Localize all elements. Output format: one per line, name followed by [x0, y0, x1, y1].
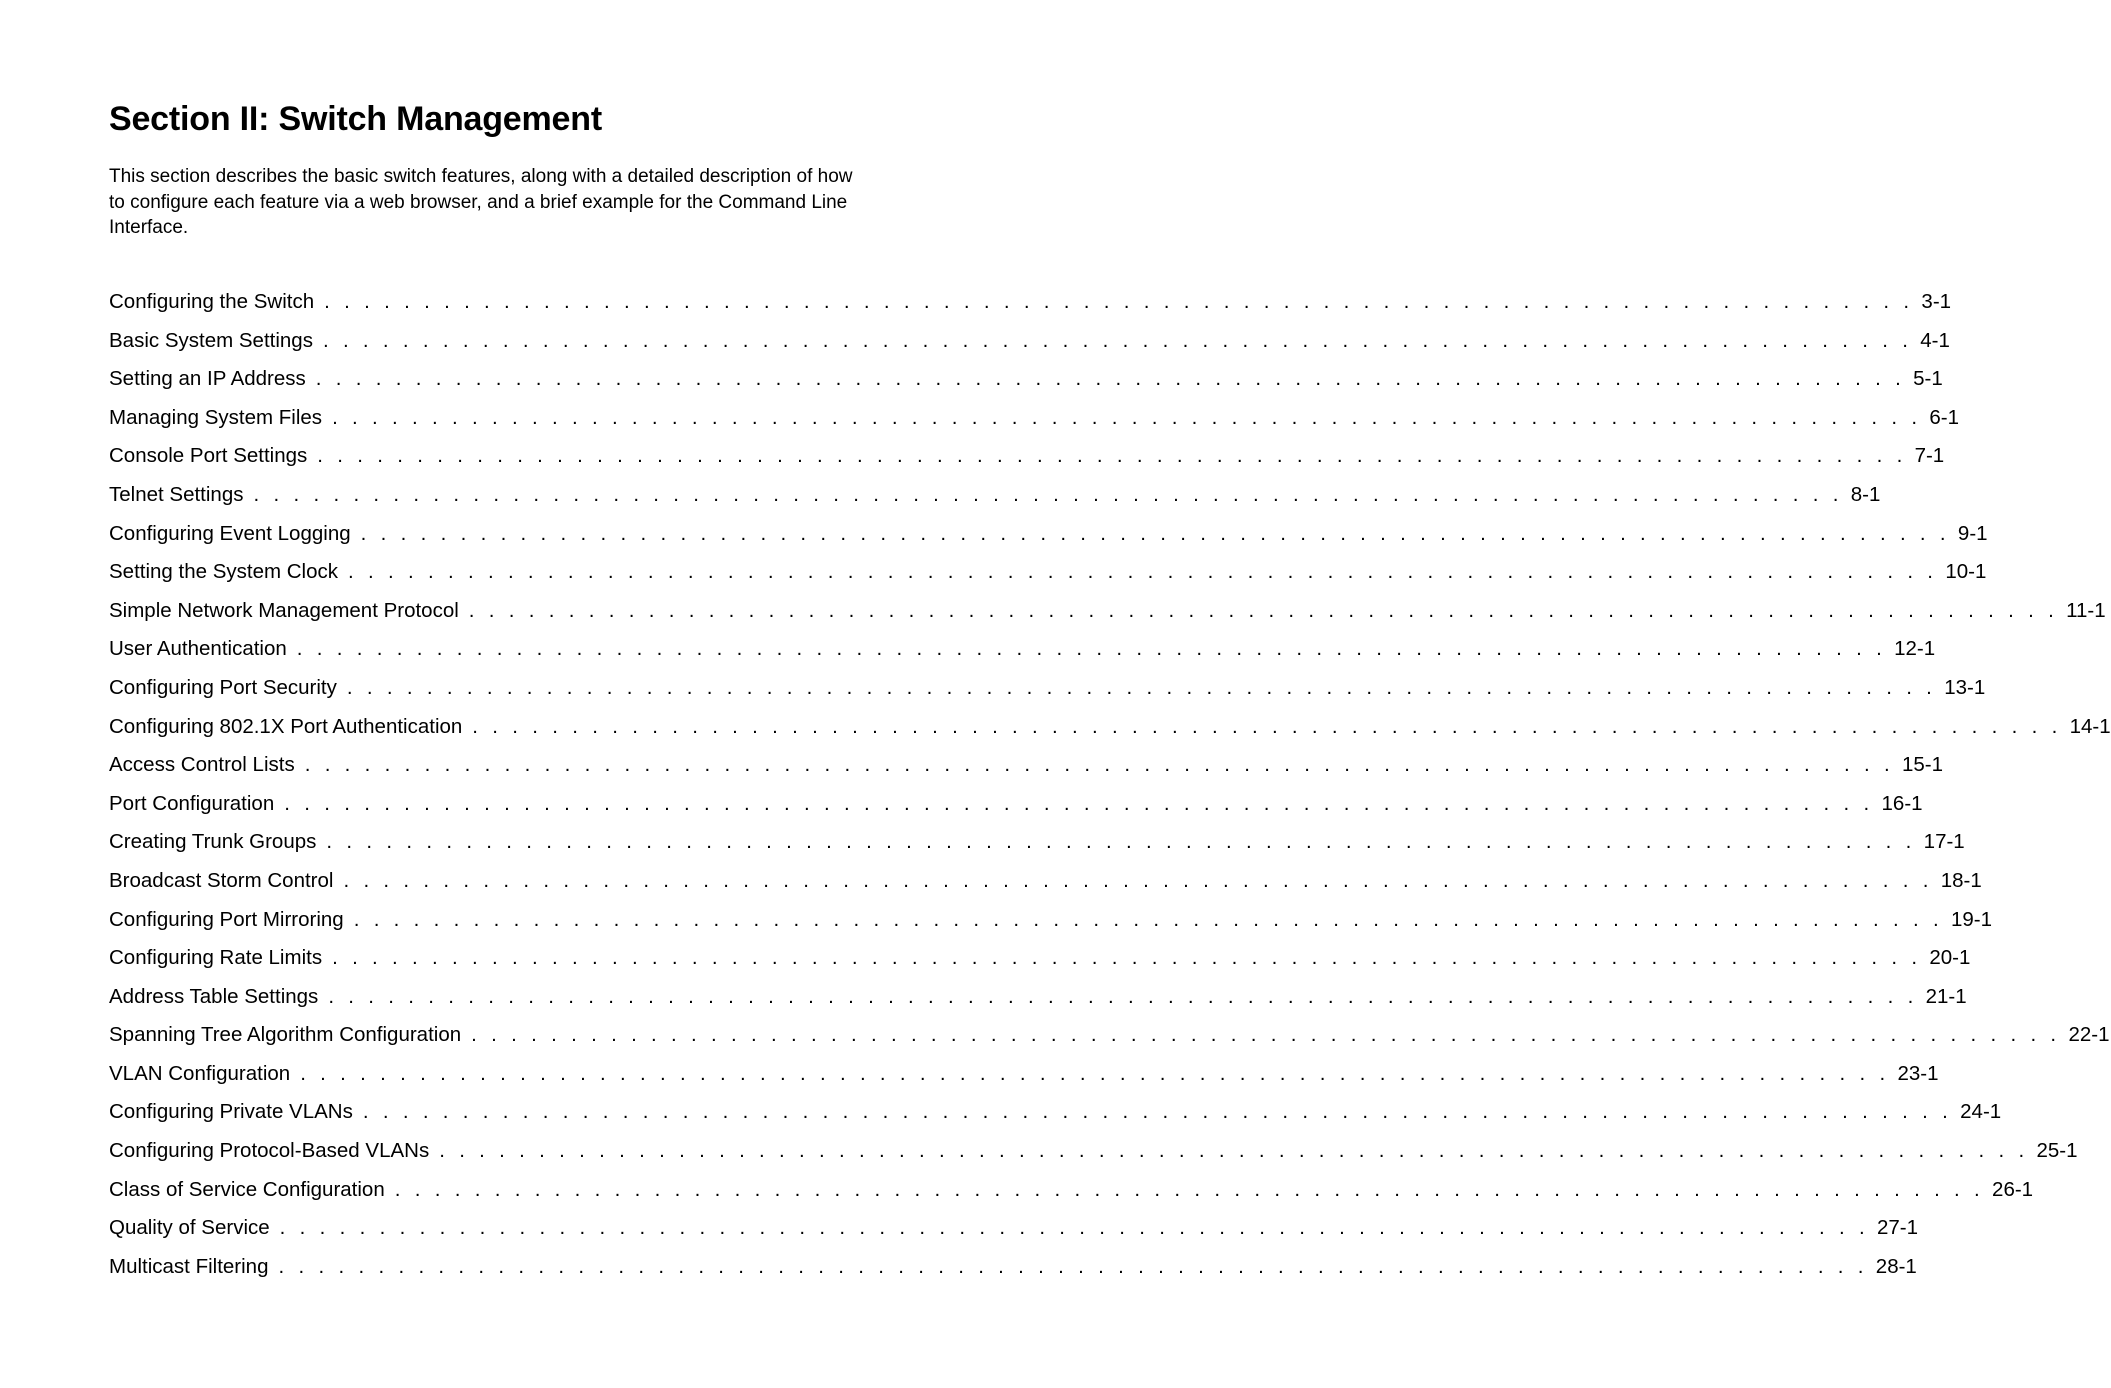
toc-entry-label: Spanning Tree Algorithm Configuration: [109, 1023, 462, 1047]
toc-entry-page-number: 6-1: [1929, 405, 1959, 429]
toc-dot-leader: . . . . . . . . . . . . . . . . . . . . . . . . . . . . . . . . . . . . . . . . . . . . . . . . . . . . . . . . . . . . . . . . . . . . . . . . . . . . . . . .: [317, 444, 1907, 468]
toc-dot-leader: . . . . . . . . . . . . . . . . . . . . . . . . . . . . . . . . . . . . . . . . . . . . . . . . . . . . . . . . . . . . . . . . . . . . . . . . . . . . . . . .: [296, 637, 1887, 661]
toc-entry-label: Configuring Protocol-Based VLANs: [109, 1139, 430, 1163]
toc-entry[interactable]: [109, 749, 1944, 788]
toc-entry-page-number: 11-1: [2066, 598, 2106, 622]
toc-dot-leader: . . . . . . . . . . . . . . . . . . . . . . . . . . . . . . . . . . . . . . . . . . . . . . . . . . . . . . . . . . . . . . . . . . . . . . . . . . . . . . . .: [439, 1139, 2029, 1163]
toc-entry-page-number: 22-1: [2068, 1023, 2110, 1047]
toc-entry[interactable]: [109, 672, 1986, 711]
toc-entry[interactable]: [109, 865, 1982, 904]
toc-dot-leader: . . . . . . . . . . . . . . . . . . . . . . . . . . . . . . . . . . . . . . . . . . . . . . . . . . . . . . . . . . . . . . . . . . . . . . . . . . . . . . . .: [332, 946, 1922, 970]
toc-entry-page-number: 8-1: [1850, 482, 1881, 506]
toc-dot-leader: . . . . . . . . . . . . . . . . . . . . . . . . . . . . . . . . . . . . . . . . . . . . . . . . . . . . . . . . . . . . . . . . . . . . . . . . . . . . . . . .: [472, 714, 2062, 738]
toc-entry-page-number: 14-1: [2069, 714, 2111, 738]
toc-entry[interactable]: [109, 325, 1950, 364]
toc-entry-label: Class of Service Configuration: [109, 1177, 385, 1201]
toc-entry-page-number: 26-1: [1992, 1177, 2034, 1201]
toc-entry-page-number: 16-1: [1881, 791, 1923, 815]
toc-dot-leader: . . . . . . . . . . . . . . . . . . . . . . . . . . . . . . . . . . . . . . . . . . . . . . . . . . . . . . . . . . . . . . . . . . . . . . . . . . . . . . . .: [278, 1254, 1868, 1278]
toc-dot-leader: . . . . . . . . . . . . . . . . . . . . . . . . . . . . . . . . . . . . . . . . . . . . . . . . . . . . . . . . . . . . . . . . . . . . . . . . . . . . . . . .: [322, 328, 1913, 352]
toc-entry-label: User Authentication: [109, 637, 287, 661]
toc-entry-label: Port Configuration: [109, 791, 275, 815]
toc-entry-label: VLAN Configuration: [109, 1061, 291, 1085]
toc-dot-leader: . . . . . . . . . . . . . . . . . . . . . . . . . . . . . . . . . . . . . . . . . . . . . . . . . . . . . . . . . . . . . . . . . . . . . . . . . . . . . . . .: [471, 1023, 2061, 1047]
toc-entry-page-number: 21-1: [1925, 984, 1967, 1008]
toc-dot-leader: . . . . . . . . . . . . . . . . . . . . . . . . . . . . . . . . . . . . . . . . . . . . . . . . . . . . . . . . . . . . . . . . . . . . . . . . . . . . . . . .: [324, 290, 1914, 313]
toc-dot-leader: . . . . . . . . . . . . . . . . . . . . . . . . . . . . . . . . . . . . . . . . . . . . . . . . . . . . . . . . . . . . . . . . . . . . . . . . . . . . . . . .: [315, 367, 1906, 391]
toc-dot-leader: . . . . . . . . . . . . . . . . . . . . . . . . . . . . . . . . . . . . . . . . . . . . . . . . . . . . . . . . . . . . . . . . . . . . . . . . . . . . . . . .: [394, 1177, 1985, 1201]
toc-entry-label: Simple Network Management Protocol: [109, 598, 459, 622]
toc-entry-label: Address Table Settings: [109, 984, 319, 1008]
toc-entry-label: Configuring Port Mirroring: [109, 907, 344, 931]
toc-entry[interactable]: [109, 556, 1987, 595]
toc-entry-page-number: 23-1: [1897, 1061, 1939, 1085]
toc-dot-leader: . . . . . . . . . . . . . . . . . . . . . . . . . . . . . . . . . . . . . . . . . . . . . . . . . . . . . . . . . . . . . . . . . . . . . . . . . . . . . . . .: [348, 560, 1938, 584]
toc-entry-page-number: 18-1: [1940, 868, 1982, 892]
toc-dot-leader: . . . . . . . . . . . . . . . . . . . . . . . . . . . . . . . . . . . . . . . . . . . . . . . . . . . . . . . . . . . . . . . . . . . . . . . . . . . . . . . .: [326, 830, 1916, 854]
intro-paragraph: This section describes the basic switch features, along with a detailed description of how to configure each feature via a web browser, and a brief example for the Command Line Interface.: [109, 166, 853, 238]
toc-entry[interactable]: [109, 1251, 1917, 1290]
toc-entry[interactable]: [109, 479, 1881, 518]
toc-entry-label: Configuring Port Security: [109, 675, 337, 699]
toc-entry[interactable]: [109, 1096, 2002, 1135]
toc-entry-page-number: 4-1: [1920, 328, 1950, 352]
toc-entry-label: Broadcast Storm Control: [109, 868, 334, 892]
toc-entry[interactable]: [109, 788, 1923, 827]
toc-dot-leader: . . . . . . . . . . . . . . . . . . . . . . . . . . . . . . . . . . . . . . . . . . . . . . . . . . . . . . . . . . . . . . . . . . . . . . . . . . . . . . . .: [284, 791, 1874, 815]
toc-entry[interactable]: [109, 595, 2106, 634]
toc-dot-leader: . . . . . . . . . . . . . . . . . . . . . . . . . . . . . . . . . . . . . . . . . . . . . . . . . . . . . . . . . . . . . . . . . . . . . . . . . . . . . . . .: [279, 1216, 1869, 1240]
toc-entry-label: Managing System Files: [109, 405, 323, 429]
toc-entry-label: Configuring Event Logging: [109, 521, 351, 545]
toc-dot-leader: . . . . . . . . . . . . . . . . . . . . . . . . . . . . . . . . . . . . . . . . . . . . . . . . . . . . . . . . . . . . . . . . . . . . . . . . . . . . . . . .: [332, 405, 1922, 429]
toc-entry-label: Multicast Filtering: [109, 1254, 269, 1278]
toc-entry-label: Quality of Service: [109, 1216, 270, 1240]
toc-dot-leader: . . . . . . . . . . . . . . . . . . . . . . . . . . . . . . . . . . . . . . . . . . . . . . . . . . . . . . . . . . . . . . . . . . . . . . . . . . . . . . . .: [328, 984, 1918, 1008]
toc-entry-page-number: 7-1: [1914, 444, 1945, 468]
toc-entry-label: Configuring the Switch: [109, 290, 315, 313]
toc-dot-leader: . . . . . . . . . . . . . . . . . . . . . . . . . . . . . . . . . . . . . . . . . . . . . . . . . . . . . . . . . . . . . . . . . . . . . . . . . . . . . . . .: [468, 598, 2059, 622]
toc-dot-leader: . . . . . . . . . . . . . . . . . . . . . . . . . . . . . . . . . . . . . . . . . . . . . . . . . . . . . . . . . . . . . . . . . . . . . . . . . . . . . . . .: [343, 868, 1933, 892]
toc-entry-page-number: 27-1: [1876, 1216, 1918, 1240]
toc-entry-page-number: 9-1: [1957, 521, 1988, 545]
toc-entry-page-number: 24-1: [1960, 1100, 2002, 1124]
toc-entry-page-number: 19-1: [1951, 907, 1993, 931]
toc-entry[interactable]: [109, 1019, 2110, 1058]
toc-entry[interactable]: [109, 402, 1959, 441]
toc-entry-label: Basic System Settings: [109, 328, 313, 352]
toc-entry-page-number: 17-1: [1923, 830, 1965, 854]
toc-entry-page-number: 12-1: [1894, 637, 1936, 661]
toc-entry-page-number: 15-1: [1902, 753, 1944, 777]
toc-entry-page-number: 10-1: [1945, 560, 1987, 584]
toc-dot-leader: . . . . . . . . . . . . . . . . . . . . . . . . . . . . . . . . . . . . . . . . . . . . . . . . . . . . . . . . . . . . . . . . . . . . . . . . . . . . . . . .: [304, 753, 1894, 777]
toc-entry-label: Access Control Lists: [109, 753, 295, 777]
toc-entry[interactable]: [109, 1135, 2078, 1174]
toc-entry-page-number: 13-1: [1944, 675, 1986, 699]
toc-entry-label: Configuring Rate Limits: [109, 946, 323, 970]
toc-entry-page-number: 28-1: [1875, 1254, 1917, 1278]
toc-entry[interactable]: [109, 1174, 2034, 1213]
toc-entry-label: Configuring 802.1X Port Authentication: [109, 714, 463, 738]
toc-entry[interactable]: [109, 440, 1945, 479]
table-of-contents: [109, 286, 2111, 1289]
toc-dot-leader: . . . . . . . . . . . . . . . . . . . . . . . . . . . . . . . . . . . . . . . . . . . . . . . . . . . . . . . . . . . . . . . . . . . . . . . . . . . . . . . .: [300, 1061, 1890, 1085]
toc-dot-leader: . . . . . . . . . . . . . . . . . . . . . . . . . . . . . . . . . . . . . . . . . . . . . . . . . . . . . . . . . . . . . . . . . . . . . . . . . . . . . . . .: [353, 907, 1943, 931]
toc-entry-label: Setting an IP Address: [109, 367, 306, 391]
toc-entry-label: Setting the System Clock: [109, 560, 339, 584]
toc-entry[interactable]: [109, 633, 1936, 672]
toc-entry-page-number: 20-1: [1929, 946, 1971, 970]
toc-entry-label: Configuring Private VLANs: [109, 1100, 353, 1124]
toc-entry[interactable]: [109, 518, 1988, 557]
toc-entry[interactable]: [109, 942, 1971, 981]
toc-dot-leader: . . . . . . . . . . . . . . . . . . . . . . . . . . . . . . . . . . . . . . . . . . . . . . . . . . . . . . . . . . . . . . . . . . . . . . . . . . . . . . . .: [362, 1100, 1953, 1124]
toc-entry[interactable]: [109, 286, 1952, 325]
toc-entry-page-number: 25-1: [2036, 1139, 2078, 1163]
toc-entry[interactable]: [109, 981, 1967, 1020]
toc-dot-leader: . . . . . . . . . . . . . . . . . . . . . . . . . . . . . . . . . . . . . . . . . . . . . . . . . . . . . . . . . . . . . . . . . . . . . . . . . . . . . . . .: [346, 675, 1937, 699]
toc-entry[interactable]: [109, 1058, 1939, 1097]
toc-entry-label: Telnet Settings: [109, 482, 244, 506]
toc-entry-page-number: 5-1: [1913, 367, 1943, 391]
toc-entry[interactable]: [109, 711, 2111, 750]
toc-entry[interactable]: [109, 363, 1943, 402]
page-title: Section II: Switch Management: [109, 100, 602, 138]
toc-entry-label: Creating Trunk Groups: [109, 830, 317, 854]
toc-entry-page-number: 3-1: [1921, 290, 1952, 313]
toc-entry-label: Console Port Settings: [109, 444, 308, 468]
toc-entry[interactable]: [109, 826, 1965, 865]
toc-dot-leader: . . . . . . . . . . . . . . . . . . . . . . . . . . . . . . . . . . . . . . . . . . . . . . . . . . . . . . . . . . . . . . . . . . . . . . . . . . . . . . . .: [253, 482, 1843, 506]
toc-entry[interactable]: [109, 904, 1993, 943]
toc-dot-leader: . . . . . . . . . . . . . . . . . . . . . . . . . . . . . . . . . . . . . . . . . . . . . . . . . . . . . . . . . . . . . . . . . . . . . . . . . . . . . . . .: [360, 521, 1950, 545]
toc-entry[interactable]: [109, 1212, 1918, 1251]
